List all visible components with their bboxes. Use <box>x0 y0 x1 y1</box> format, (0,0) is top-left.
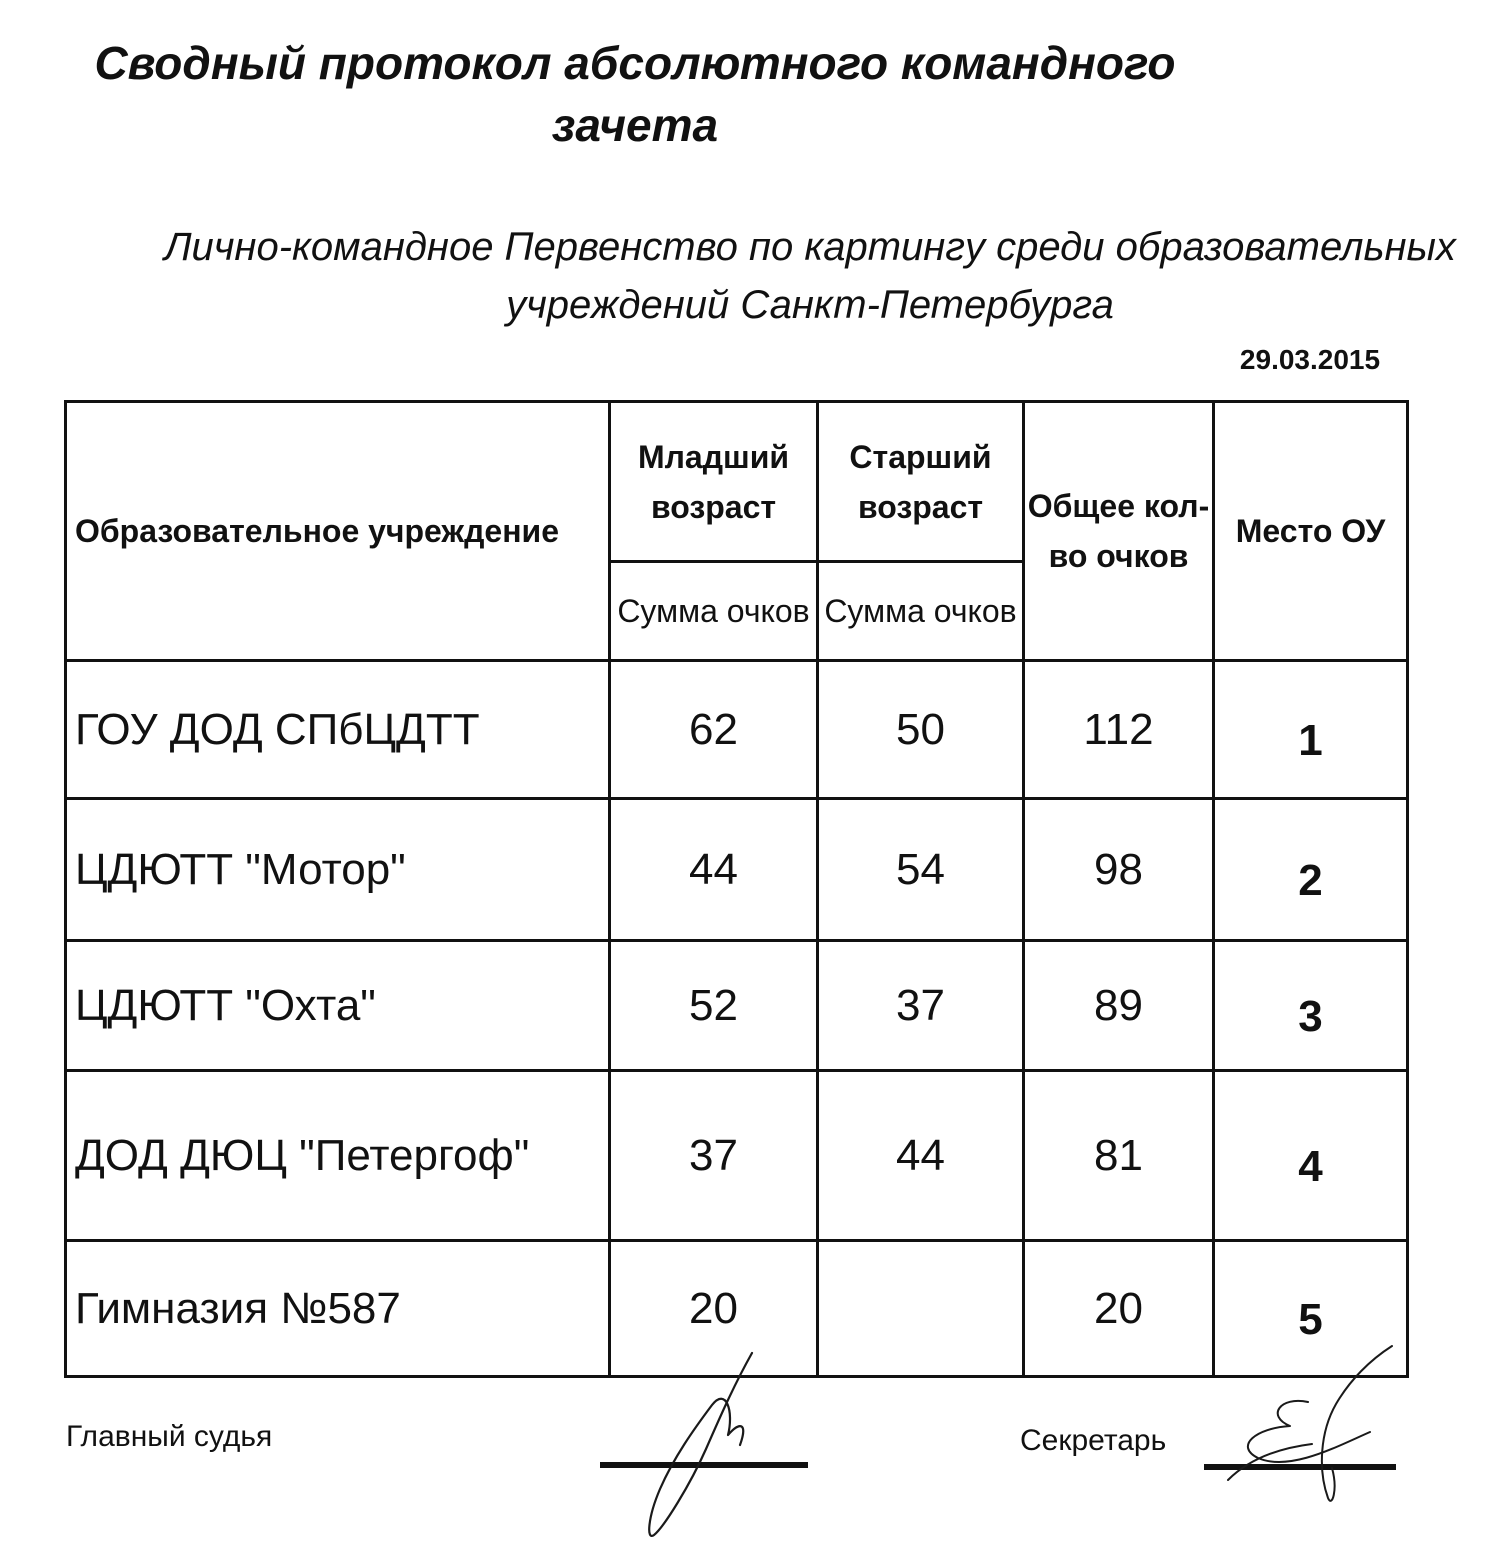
title-line-1: Сводный протокол абсолютного командного <box>94 37 1176 89</box>
institution-cell: ЦДЮТТ "Охта" <box>66 941 610 1071</box>
junior-points-cell: 44 <box>610 799 818 941</box>
total-points-cell: 81 <box>1024 1071 1214 1241</box>
junior-points-cell: 62 <box>610 661 818 799</box>
subheader-junior-sum: Сумма очков <box>610 562 818 661</box>
subtitle-line-2: учреждений Санкт-Петербурга <box>506 283 1114 327</box>
senior-points-cell: 50 <box>818 661 1024 799</box>
place-cell: 3 <box>1214 941 1408 1071</box>
secretary-signature <box>1220 1340 1400 1510</box>
place-cell: 1 <box>1214 661 1408 799</box>
table-row <box>66 661 1408 799</box>
senior-points-cell <box>818 1241 1024 1377</box>
place-cell: 2 <box>1214 799 1408 941</box>
chief-judge-label: Главный судья <box>66 1420 273 1453</box>
header-place: Место ОУ <box>1214 402 1408 661</box>
title-line-2: зачета <box>551 99 719 151</box>
institution-cell: ЦДЮТТ "Мотор" <box>66 799 610 941</box>
institution-cell: ГОУ ДОД СПбЦДТТ <box>66 661 610 799</box>
table-row <box>66 799 1408 941</box>
total-points-cell: 112 <box>1024 661 1214 799</box>
secretary-label: Секретарь <box>1020 1424 1167 1457</box>
chief-judge-signature <box>630 1345 780 1545</box>
total-points-cell: 98 <box>1024 799 1214 941</box>
total-points-cell: 89 <box>1024 941 1214 1071</box>
subtitle-line-1: Лично-командное Первенство по картингу среди образовательных <box>164 225 1456 269</box>
total-points-cell: 20 <box>1024 1241 1214 1377</box>
senior-points-cell: 54 <box>818 799 1024 941</box>
header-senior-age: Старший возраст <box>818 402 1024 562</box>
document-date: 29.03.2015 <box>1239 344 1381 375</box>
table-row <box>66 1071 1408 1241</box>
results-table <box>64 400 1409 1378</box>
junior-points-cell: 20 <box>610 1241 818 1377</box>
institution-cell: Гимназия №587 <box>66 1241 610 1377</box>
place-cell: 5 <box>1214 1241 1408 1377</box>
senior-points-cell: 37 <box>818 941 1024 1071</box>
institution-cell: ДОД ДЮЦ "Петергоф" <box>66 1071 610 1241</box>
document-title <box>0 32 1270 156</box>
table-row <box>66 941 1408 1071</box>
junior-points-cell: 52 <box>610 941 818 1071</box>
subheader-senior-sum: Сумма очков <box>818 562 1024 661</box>
place-cell: 4 <box>1214 1071 1408 1241</box>
header-total-points: Общее кол-во очков <box>1024 402 1214 661</box>
header-institution: Образовательное учреждение <box>66 402 610 661</box>
header-junior-age: Младший возраст <box>610 402 818 562</box>
document-subtitle <box>130 218 1490 334</box>
junior-points-cell: 37 <box>610 1071 818 1241</box>
senior-points-cell: 44 <box>818 1071 1024 1241</box>
